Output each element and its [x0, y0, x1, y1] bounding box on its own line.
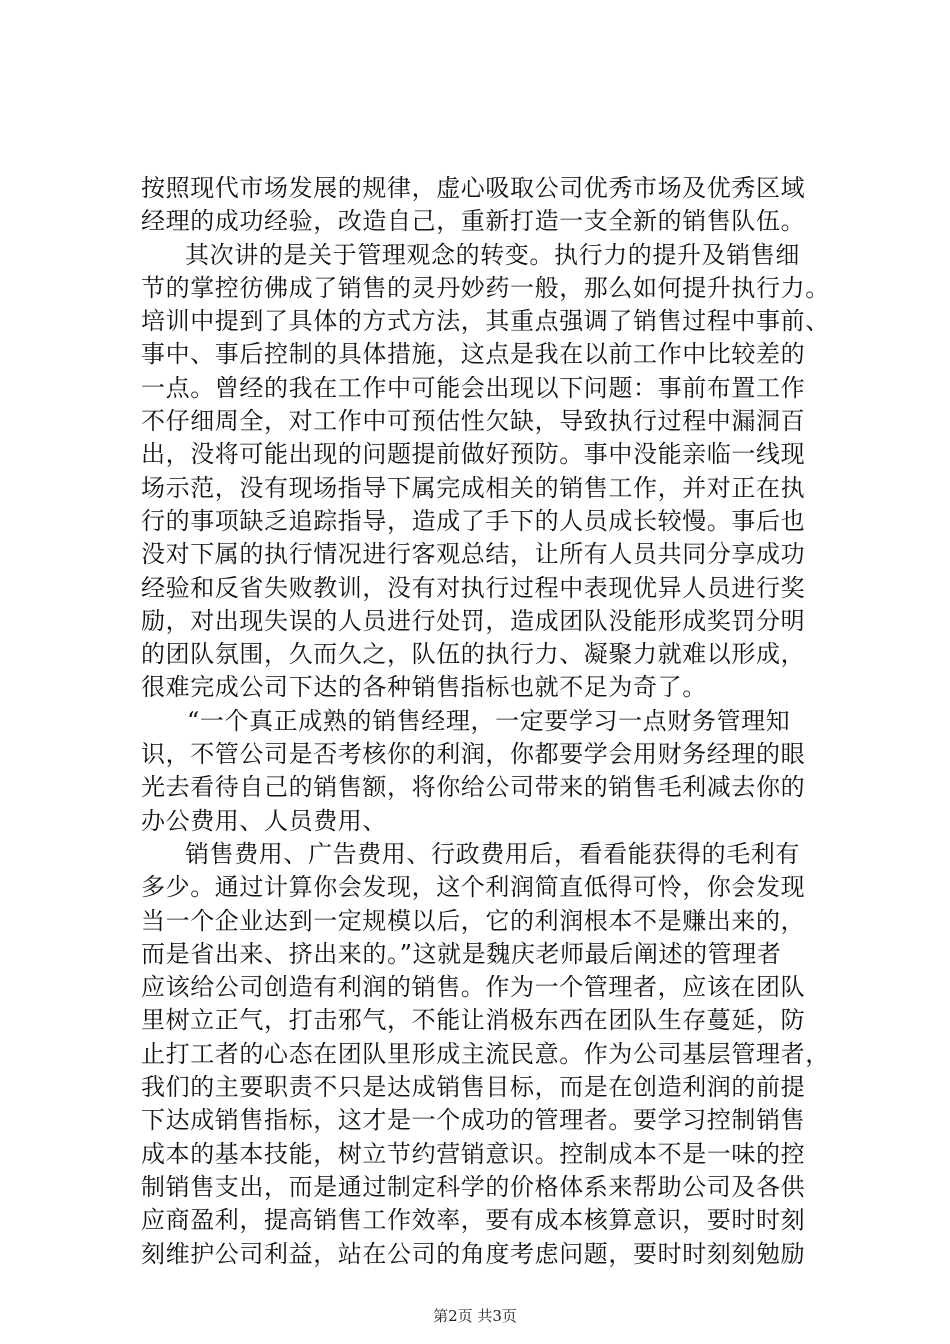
text-line: 的团队氛围，久而久之，队伍的执行力、凝聚力就难以形成，: [141, 640, 806, 669]
text-line: 经验和反省失败教训，没有对执行过程中表现优异人员进行奖: [141, 573, 806, 602]
text-line: 我们的主要职责不只是达成销售目标，而是在创造利润的前提: [141, 1073, 806, 1102]
text-line: 场示范，没有现场指导下属完成相关的销售工作，并对正在执: [141, 473, 806, 502]
text-line: 很难完成公司下达的各种销售指标也就不足为奇了。: [141, 673, 707, 702]
text-line: 应商盈利，提高销售工作效率，要有成本核算意识，要时时刻: [141, 1206, 806, 1235]
text-line: 下达成销售指标，这才是一个成功的管理者。要学习控制销售: [141, 1106, 806, 1135]
text-line: 而是省出来、挤出来的。”这就是魏庆老师最后阐述的管理者: [141, 939, 782, 968]
text-line: 多少。通过计算你会发现，这个利润简直低得可怜，你会发现: [141, 873, 806, 902]
text-line: 事中、事后控制的具体措施，这点是我在以前工作中比较差的: [141, 340, 806, 369]
text-line: 励，对出现失误的人员进行处罚，造成团队没能形成奖罚分明: [141, 606, 806, 635]
text-line: 成本的基本技能，树立节约营销意识。控制成本不是一味的控: [141, 1139, 806, 1168]
text-line: 行的事项缺乏追踪指导，造成了手下的人员成长较慢。事后也: [141, 506, 806, 535]
text-line: 制销售支出，而是通过制定科学的价格体系来帮助公司及各供: [141, 1172, 806, 1201]
text-line: 节的掌控彷佛成了销售的灵丹妙药一般，那么如何提升执行力。: [141, 273, 830, 302]
text-line: 一点。曾经的我在工作中可能会出现以下问题：事前布置工作: [141, 373, 806, 402]
text-line: 应该给公司创造有利润的销售。作为一个管理者，应该在团队: [141, 973, 806, 1002]
body-text: [141, 172, 830, 1271]
text-line: 销售费用、广告费用、行政费用后，看看能获得的毛利有: [185, 839, 800, 868]
text-line: 经理的成功经验，改造自己，重新打造一支全新的销售队伍。: [141, 207, 806, 236]
text-line: 当一个企业达到一定规模以后，它的利润根本不是赚出来的，: [141, 906, 806, 935]
text-line: 刻维护公司利益，站在公司的角度考虑问题，要时时刻刻勉励: [141, 1239, 806, 1268]
text-line: 不仔细周全，对工作中可预估性欠缺，导致执行过程中漏洞百: [141, 407, 806, 436]
text-line: 光去看待自己的销售额，将你给公司带来的销售毛利减去你的: [141, 773, 806, 802]
page-number-footer: 第2页 共3页: [433, 1307, 517, 1325]
text-line: 出，没将可能出现的问题提前做好预防。事中没能亲临一线现: [141, 440, 806, 469]
text-line: 没对下属的执行情况进行客观总结，让所有人员共同分享成功: [141, 540, 806, 569]
text-line: 止打工者的心态在团队里形成主流民意。作为公司基层管理者，: [141, 1039, 830, 1068]
text-line: 里树立正气，打击邪气，不能让消极东西在团队生存蔓延，防: [141, 1006, 806, 1035]
text-line: 识，不管公司是否考核你的利润，你都要学会用财务经理的眼: [141, 740, 806, 769]
text-line: 按照现代市场发展的规律，虚心吸取公司优秀市场及优秀区域: [141, 174, 806, 202]
text-line: “一个真正成熟的销售经理，一定要学习一点财务管理知: [187, 706, 791, 735]
text-line: 其次讲的是关于管理观念的转变。执行力的提升及销售细: [185, 240, 800, 269]
text-line: 办公费用、人员费用、: [141, 806, 387, 835]
text-line: 培训中提到了具体的方式方法，其重点强调了销售过程中事前、: [141, 307, 830, 336]
